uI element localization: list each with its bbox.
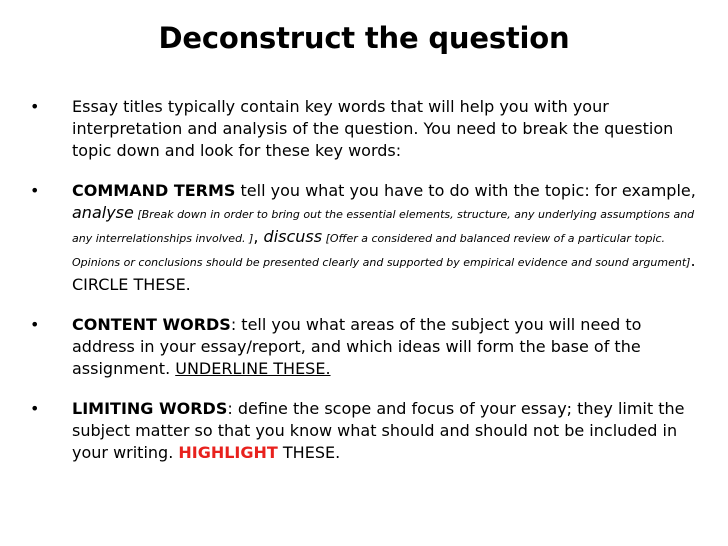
bullet-item-limiting-words (30, 398, 706, 464)
bullet-text: tell you what you have to do with the topic: for example, (235, 181, 696, 200)
bullet-text: : tell you what areas of the subject you will need to address in your essay/report, and which ideas will form the base of the assignment. (72, 315, 642, 378)
highlight-word: HIGHLIGHT (178, 443, 278, 462)
bullet-dot-icon: • (30, 315, 40, 334)
example-note: [Break down in order to bring out the essential elements, structure, any underlying assumptions and any interrelationships involved. ] (72, 208, 695, 245)
term-label: CONTENT WORDS (72, 315, 231, 334)
term-label: COMMAND TERMS (72, 181, 236, 200)
action-text: UNDERLINE THESE. (175, 359, 331, 378)
bullet-dot-icon: • (30, 181, 40, 200)
bullet-item-command-terms (30, 180, 706, 296)
bullet-text: : define the scope and focus of your essay; they limit the subject matter so that you know what should and should not be included in your writing. (72, 399, 685, 462)
bullet-text: Essay titles typically contain key words that will help you with your interpretation and analysis of the question. You need to break the question topic down and look for these key words: (72, 97, 674, 160)
separator: , (253, 227, 264, 246)
bullet-dot-icon: • (30, 399, 40, 418)
term-label: LIMITING WORDS (72, 399, 228, 418)
bullet-item-intro (30, 96, 706, 162)
bullet-text-end: THESE. (277, 443, 341, 462)
bullet-text-end: . CIRCLE THESE. (72, 251, 696, 294)
bullet-list (30, 96, 706, 464)
example-term: analyse (72, 203, 134, 222)
bullet-item-content-words (30, 314, 706, 380)
example-term: discuss (263, 227, 323, 246)
example-note: [Offer a considered and balanced review of a particular topic. Opinions or conclusions should be presented clearly and supported by empirical evidence and sound argument] (72, 232, 691, 269)
bullet-dot-icon: • (30, 97, 40, 116)
slide-title: Deconstruct the question (158, 21, 570, 55)
